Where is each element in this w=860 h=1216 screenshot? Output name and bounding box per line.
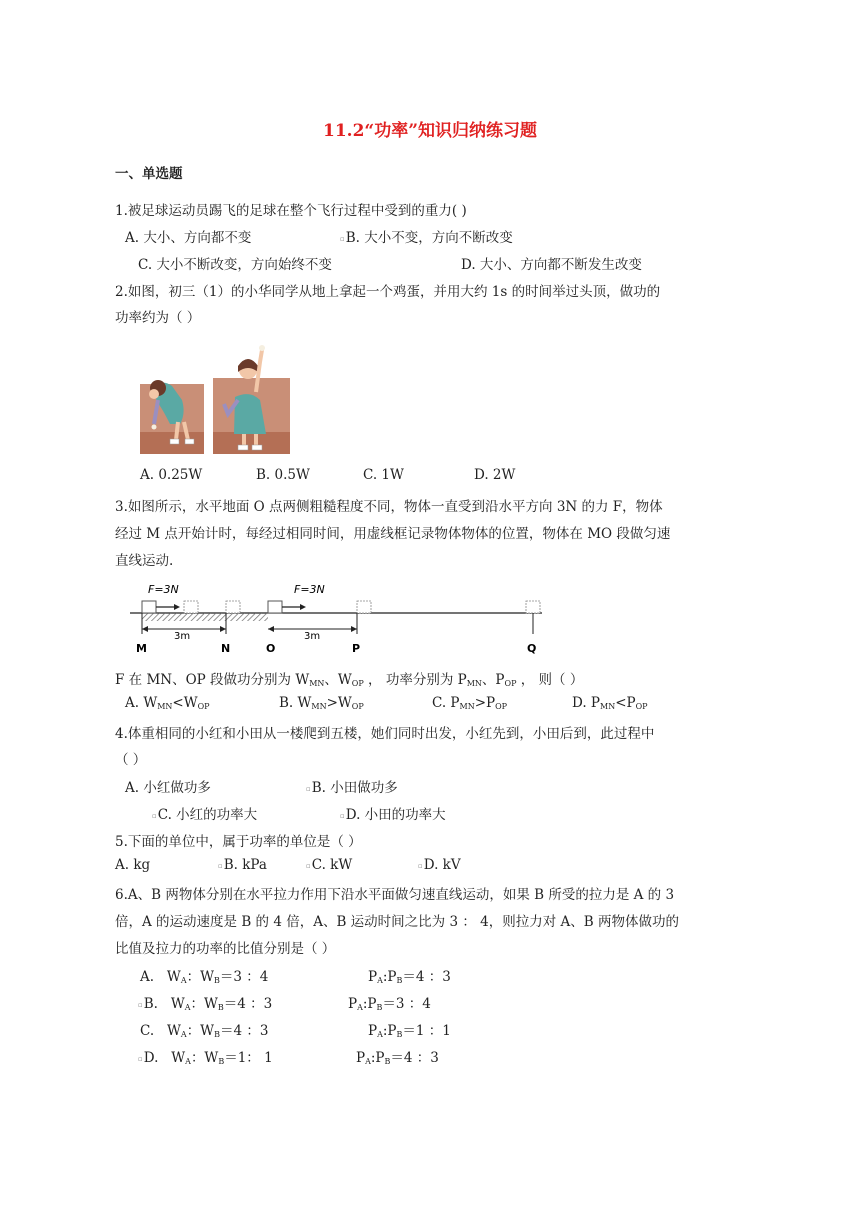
force-label-1: F=3N bbox=[148, 583, 179, 596]
question-3-condition: F 在 MN、OP 段做功分别为 $W_{MN}$、$W_{OP}$ ， 功率分别为 $P_{MN}$、$P_{OP}$ ， 则（ ） bbox=[115, 672, 584, 688]
question-3-stem-line2: 经过 M 点开始计时，每经过相同时间，用虚线框记录物体物体的位置，物体在 MO 段做匀速 bbox=[115, 526, 671, 542]
question-5-stem: 5.下面的单位中，属于功率的单位是（ ） bbox=[115, 834, 362, 850]
question-1-stem: 1.被足球运动员踢飞的足球在整个飞行过程中受到的重力( ) bbox=[115, 203, 467, 219]
q1-option-b: ▫B. 大小不变，方向不断改变 bbox=[340, 230, 513, 246]
q4-option-a: A. 小红做功多 bbox=[125, 780, 211, 796]
q6-option-d-work: ▫D. $W_A$：$W_B=1$： 1 bbox=[138, 1050, 273, 1066]
q3-option-a: A. $W_{MN}<W_{OP}$ bbox=[125, 695, 210, 711]
q2-option-c: C. 1W bbox=[363, 467, 404, 483]
q1-option-a: A. 大小、方向都不变 bbox=[125, 230, 252, 246]
box-q bbox=[526, 601, 540, 613]
box-2 bbox=[184, 601, 198, 613]
q5-option-b: ▫B. kPa bbox=[218, 857, 267, 873]
q5-option-a: A. kg bbox=[115, 857, 151, 873]
q6-option-c-work: C. $W_A$：$W_B=4$ ：3 bbox=[140, 1023, 269, 1039]
q3-option-c: C. $P_{MN}>P_{OP}$ bbox=[432, 695, 508, 711]
q6-option-b-work: ▫B. $W_A$：$W_B=4$ ：3 bbox=[138, 996, 273, 1012]
q6-option-d-power: $P_A:P_B=4$ ：3 bbox=[356, 1050, 439, 1066]
question-2-stem-line1: 2.如图，初三（1）的小华同学从地上拿起一个鸡蛋，并用大约 1s 的时间举过头顶，做功的 bbox=[115, 284, 661, 300]
q5-option-d: ▫D. kV bbox=[418, 857, 461, 873]
q4-option-b: ▫B. 小田做功多 bbox=[306, 780, 398, 796]
distance-label-mn: 3m bbox=[174, 631, 191, 642]
question-6-stem-line2: 倍，A 的运动速度是 B 的 4 倍，A、B 运动时间之比为 3 ： 4，则拉力对 A、B 两物体做功的 bbox=[115, 914, 679, 930]
force-arrow-1 bbox=[174, 604, 180, 610]
question-4-stem-line2: （ ） bbox=[115, 752, 147, 768]
q4-option-c: ▫C. 小红的功率大 bbox=[152, 807, 258, 823]
point-q: Q bbox=[527, 642, 537, 655]
force-arrow-2 bbox=[300, 604, 306, 610]
question-2-stem-line2: 功率约为（ ） bbox=[115, 310, 201, 326]
question-6-stem-line1: 6.A、B 两物体分别在水平拉力作用下沿水平面做匀速直线运动，如果 B 所受的拉力是 A 的 3 bbox=[115, 887, 675, 903]
q2-option-a: A. 0.25W bbox=[140, 467, 203, 483]
force-label-2: F=3N bbox=[294, 583, 325, 596]
q6-option-a-power: $P_A:P_B=4$ ：3 bbox=[368, 969, 451, 985]
box-o bbox=[268, 601, 282, 613]
girl-lifting-egg-image bbox=[140, 342, 290, 454]
point-p: P bbox=[352, 642, 361, 655]
question-6-stem-line3: 比值及拉力的功率的比值分别是（ ） bbox=[115, 941, 336, 957]
q6-option-c-power: $P_A:P_B=1$ ：1 bbox=[368, 1023, 451, 1039]
point-m: M bbox=[136, 642, 147, 655]
q4-option-d: ▫D. 小田的功率大 bbox=[340, 807, 446, 823]
q3-option-b: B. $W_{MN}>W_{OP}$ bbox=[279, 695, 364, 711]
q3-option-d: D. $P_{MN}<P_{OP}$ bbox=[572, 695, 648, 711]
motion-diagram bbox=[128, 576, 548, 656]
rough-surface-hatch bbox=[142, 613, 268, 621]
box-n bbox=[226, 601, 240, 613]
box-p bbox=[357, 601, 371, 613]
q1-option-d: D. 大小、方向都不断发生改变 bbox=[461, 257, 642, 273]
q1-option-c: C. 大小不断改变，方向始终不变 bbox=[138, 257, 332, 273]
q5-option-c: ▫C. kW bbox=[306, 857, 353, 873]
point-n: N bbox=[221, 642, 231, 655]
distance-label-op: 3m bbox=[304, 631, 321, 642]
point-o: O bbox=[266, 642, 276, 655]
section-heading: 一、单选题 bbox=[115, 166, 183, 182]
q6-option-a-work: A. $W_A$：$W_B=3$ ：4 bbox=[140, 969, 269, 985]
question-4-stem-line1: 4.体重相同的小红和小田从一楼爬到五楼，她们同时出发，小红先到，小田后到，此过程中 bbox=[115, 726, 655, 742]
q6-option-b-power: $P_A:P_B=3$ ：4 bbox=[348, 996, 431, 1012]
q2-option-b: B. 0.5W bbox=[256, 467, 310, 483]
page-title: 11.2“功率”知识归纳练习题 bbox=[323, 121, 537, 141]
question-3-stem-line3: 直线运动. bbox=[115, 553, 174, 569]
q2-option-d: D. 2W bbox=[474, 467, 516, 483]
question-3-stem-line1: 3.如图所示，水平地面 O 点两侧粗糙程度不同，物体一直受到沿水平方向 3N 的力 F，物体 bbox=[115, 499, 663, 515]
box-m bbox=[142, 601, 156, 613]
